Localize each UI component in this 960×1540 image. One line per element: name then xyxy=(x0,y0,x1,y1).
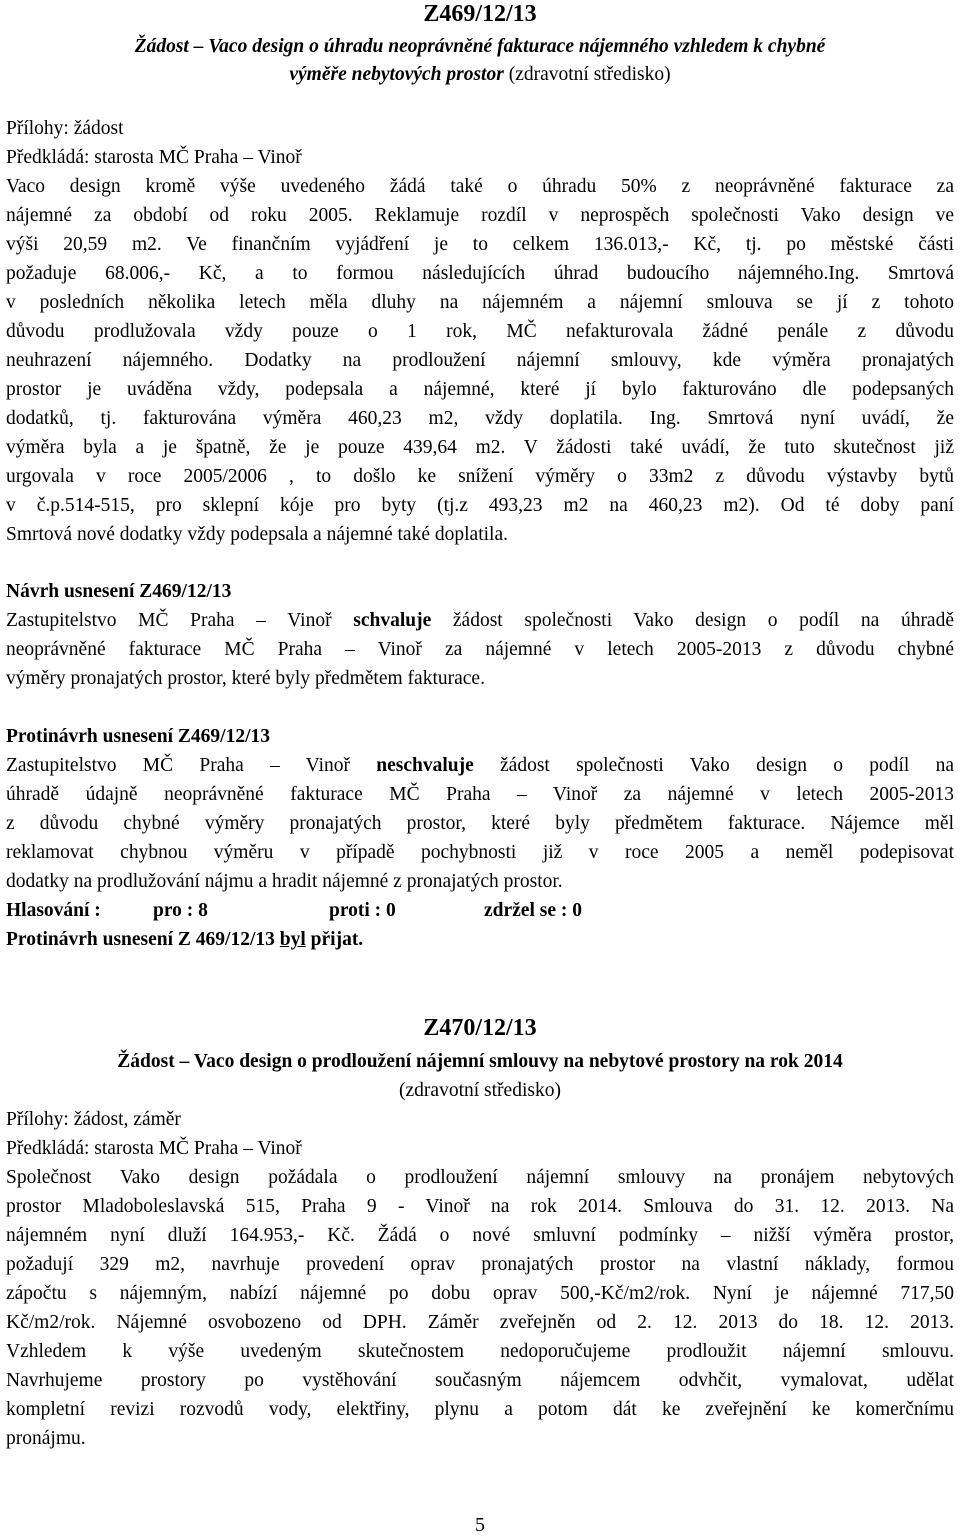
z469-proposal-line: výměry pronajatých prostor, které byly předmětem fakturace. xyxy=(6,668,485,689)
page-number: 5 xyxy=(475,1514,485,1536)
z469-subtitle-line2-normal: (zdravotní středisko) xyxy=(503,64,671,85)
z469-body-line: Smrtová nové dodatky vždy podepsala a nájemné také doplatila. xyxy=(6,524,508,545)
z469-proposal-heading: Návrh usnesení Z469/12/13 xyxy=(6,581,232,602)
z469-body-line: důvodu prodlužovala vždy pouze o 1 rok, MČ nefakturovala žádné penále z důvodu xyxy=(6,321,954,342)
z469-proposal-line: neoprávněné fakturace MČ Praha – Vinoř za nájemné v letech 2005-2013 z důvodu chybné xyxy=(6,639,954,660)
z469-body-line: prostor je uváděna vždy, podepsala a nájemné, které jí bylo fakturováno dle podepsaných xyxy=(6,379,954,400)
z469-subtitle-line2 xyxy=(0,61,960,90)
z469-subtitle-line1: Žádost – Vaco design o úhradu neoprávněné fakturace nájemného vzhledem k chybné xyxy=(134,36,826,57)
z469-presenter: Předkládá: starosta MČ Praha – Vinoř xyxy=(6,147,302,168)
z469-counter-verb: neschvaluje xyxy=(376,755,474,776)
vote-label: Hlasování : xyxy=(6,900,101,921)
z469-proposal-verb: schvaluje xyxy=(353,610,432,631)
z469-body-line: v posledních několika letech měla dluhy na nájemném a nájemní smlouva se jí z tohoto xyxy=(6,292,954,313)
z469-attachments: Přílohy: žádost xyxy=(6,118,124,139)
z469-proposal-text: žádost společnosti Vako design o podíl na úhradě xyxy=(431,610,954,631)
z469-counter-heading: Protinávrh usnesení Z469/12/13 xyxy=(6,726,271,747)
z470-attachments: Přílohy: žádost, záměr xyxy=(6,1109,181,1130)
result-text: Protinávrh usnesení Z 469/12/13 xyxy=(6,929,280,950)
z470-body-line: Společnost Vako design požádala o prodloužení nájemní smlouvy na pronájem nebytových xyxy=(6,1167,954,1188)
z469-title: Z469/12/13 xyxy=(423,1,537,27)
vote-zdrzel: zdržel se : 0 xyxy=(484,900,582,921)
z470-body-line: Vzhledem k výše uvedeným skutečnostem nedoporučujeme prodloužit nájemní smlouvu. xyxy=(6,1341,954,1362)
z469-counter-line: z důvodu chybné výměry pronajatých prostor, které byly předmětem fakturace. Nájemce měl xyxy=(6,813,954,834)
z469-vote-row xyxy=(6,897,582,926)
z469-body-line: nájemné za období od roku 2005. Reklamuje rozdíl v neprospěch společnosti Vako design ve xyxy=(6,205,954,226)
z470-body-line: zápočtu s nájemným, nabízí nájemné po dobu oprav 500,-Kč/m2/rok. Nyní je nájemné 717,50 xyxy=(6,1283,954,1304)
z469-body-line: dodatků, tj. fakturována výměra 460,23 m2, vždy doplatila. Ing. Smrtová nyní uvádí, že xyxy=(6,408,954,429)
z470-body-line: Kč/m2/rok. Nájemné osvobozeno od DPH. Záměr zveřejněn od 2. 12. 2013 do 18. 12. 2013. xyxy=(6,1312,954,1333)
z469-body-line: výši 20,59 m2. Ve finančním vyjádření je to celkem 136.013,- Kč, tj. po městské části xyxy=(6,234,954,255)
z470-body-line: nájemném nyní dluží 164.953,- Kč. Žádá o nové smluvní podmínky – nižší výměra prostor, xyxy=(6,1225,954,1246)
z469-body-line: neuhrazení nájemného. Dodatky na prodloužení nájemní smlouvy, kde výměra pronajatých xyxy=(6,350,954,371)
z469-subtitle-line2-bold: výměře nebytových prostor xyxy=(289,64,504,85)
z469-counter-text: žádost společnosti Vako design o podíl na xyxy=(473,755,954,776)
z469-body-line: Vaco design kromě výše uvedeného žádá také o úhradu 50% z neoprávněné fakturace za xyxy=(6,176,954,197)
z470-body-line: kompletní revizi rozvodů vody, elektřiny, plynu a potom dát ke zveřejnění ke komerčnímu xyxy=(6,1399,954,1420)
z469-counter-line: reklamovat chybnou výměru v případě pochybnosti již v roce 2005 a neměl podepisovat xyxy=(6,842,954,863)
z469-proposal-text: Zastupitelstvo MČ Praha – Vinoř xyxy=(6,610,354,631)
result-verdict: byl xyxy=(279,929,306,950)
z469-body-line: požaduje 68.006,- Kč, a to formou následujících úhrad budoucího nájemného.Ing. Smrtová xyxy=(6,263,954,284)
z469-counter-line xyxy=(6,752,954,781)
z470-title: Z470/12/13 xyxy=(423,1015,537,1041)
z470-body-line: pronájmu. xyxy=(6,1428,86,1449)
z469-counter-line: dodatky na prodlužování nájmu a hradit nájemné z pronajatých prostor. xyxy=(6,871,563,892)
z470-subtitle2: (zdravotní středisko) xyxy=(399,1080,561,1101)
z470-presenter: Předkládá: starosta MČ Praha – Vinoř xyxy=(6,1138,302,1159)
vote-pro: pro : 8 xyxy=(153,900,208,921)
z469-body-line: v č.p.514-515, pro sklepní kóje pro byty (tj.z 493,23 m2 na 460,23 m2). Od té doby paní xyxy=(6,495,954,516)
result-text: přijat. xyxy=(305,929,364,950)
z469-body-line: výměra byla a je špatně, že je pouze 439,64 m2. V žádosti také uvádí, že tuto skutečnost již xyxy=(6,437,954,458)
z469-proposal-line xyxy=(6,607,954,636)
z470-body-line: Navrhujeme prostory po vystěhování současným nájemcem odvhčit, vymalovat, udělat xyxy=(6,1370,954,1391)
vote-proti: proti : 0 xyxy=(329,900,396,921)
z470-body-line: prostor Mladoboleslavská 515, Praha 9 - Vinoř na rok 2014. Smlouva do 31. 12. 2013. Na xyxy=(6,1196,954,1217)
z470-subtitle: Žádost – Vaco design o prodloužení nájemní smlouvy na nebytové prostory na rok 2014 xyxy=(117,1051,843,1072)
z470-body-line: požadují 329 m2, navrhuje provedení oprav pronajatých prostor na vlastní náklady, formou xyxy=(6,1254,954,1275)
z469-counter-line: úhradě údajně neoprávněné fakturace MČ Praha – Vinoř za nájemné v letech 2005-2013 xyxy=(6,784,954,805)
z469-result xyxy=(6,926,363,955)
z469-body-line: urgovala v roce 2005/2006 , to došlo ke snížení výměry o 33m2 z důvodu výstavby bytů xyxy=(6,466,954,487)
z469-counter-text: Zastupitelstvo MČ Praha – Vinoř xyxy=(6,755,377,776)
